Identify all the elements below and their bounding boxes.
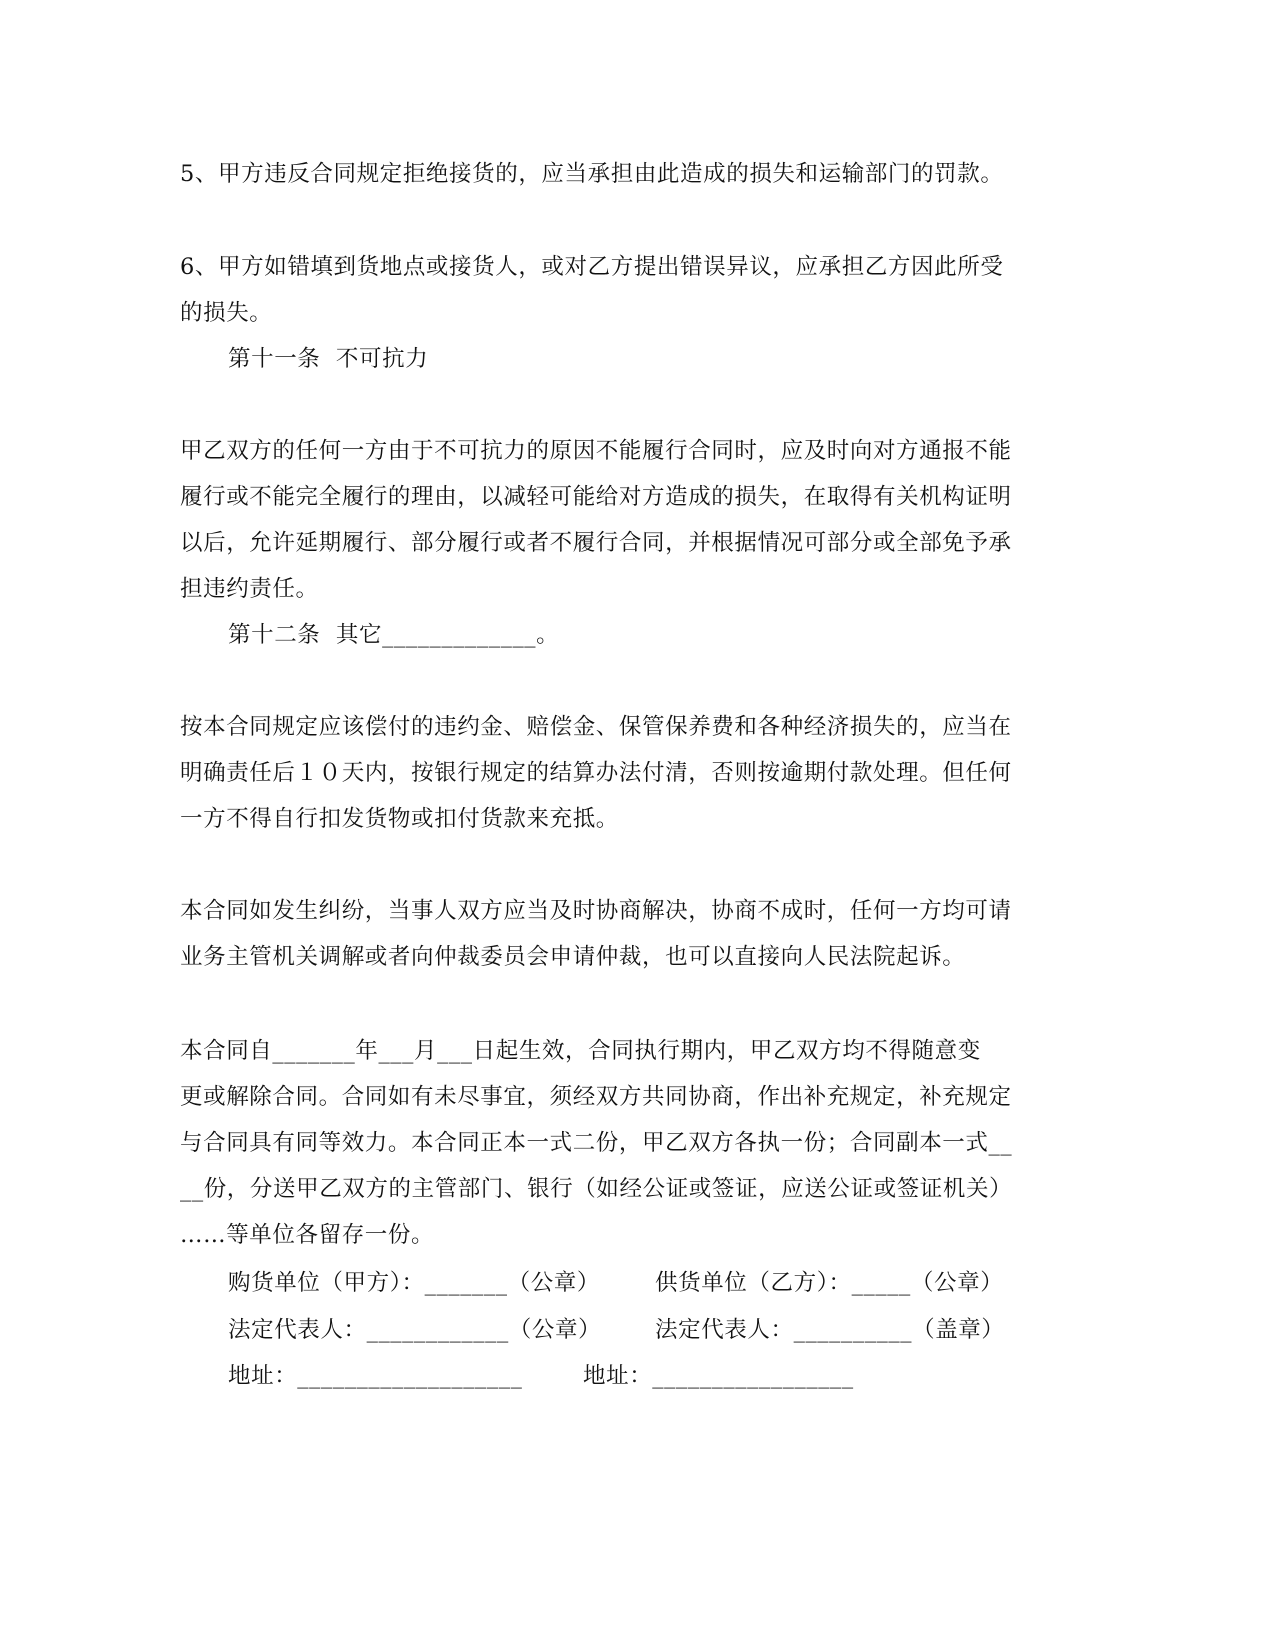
seller-unit: 供货单位（乙方）：_____（公章） [655,1270,1004,1296]
clause-5: 5、甲方违反合同规定拒绝接货的，应当承担由此造成的损失和运输部门的罚款。 [180,161,1004,187]
dispute-line-2: 业务主管机关调解或者向仲裁委员会申请仲裁，也可以直接向人民法院起诉。 [180,944,966,970]
effect-line-3: 与合同具有同等效力。本合同正本一式二份，甲乙双方各执一份；合同副本一式__ [180,1130,1013,1156]
payment-line-2: 明确责任后１０天内，按银行规定的结算办法付清，否则按逾期付款处理。但任何 [180,760,1012,786]
payment-line-1: 按本合同规定应该偿付的违约金、赔偿金、保管保养费和各种经济损失的，应当在 [180,714,1012,740]
buyer-unit: 购货单位（甲方）：_______（公章） [228,1270,601,1296]
force-majeure-line-1: 甲乙双方的任何一方由于不可抗力的原因不能履行合同时，应及时向对方通报不能 [180,438,1012,464]
effect-line-4: __份，分送甲乙双方的主管部门、银行（如经公证或签证，应送公证或签证机关） [180,1176,1013,1202]
payment-line-3: 一方不得自行扣发货物或扣付货款来充抵。 [180,806,619,832]
force-majeure-line-3: 以后，允许延期履行、部分履行或者不履行合同，并根据情况可部分或全部免予承 [180,530,1012,556]
effect-line-1: 本合同自_______年___月___日起生效，合同执行期内，甲乙双方均不得随意变 [180,1038,981,1064]
article-12-heading: 第十二条 其它_____________。 [228,622,560,648]
clause-6-line-1: 6、甲方如错填到货地点或接货人，或对乙方提出错误异议，应承担乙方因此所受 [180,254,1004,280]
effect-line-2: 更或解除合同。合同如有未尽事宜，须经双方共同协商，作出补充规定，补充规定 [180,1084,1012,1110]
seller-address: 地址：_________________ [583,1363,854,1389]
force-majeure-line-4: 担违约责任。 [180,576,319,602]
buyer-representative: 法定代表人：____________（公章） [228,1317,602,1343]
dispute-line-1: 本合同如发生纠纷，当事人双方应当及时协商解决，协商不成时，任何一方均可请 [180,898,1012,924]
seller-representative: 法定代表人：__________（盖章） [655,1317,1005,1343]
article-11-heading: 第十一条 不可抗力 [228,346,429,372]
effect-line-5: ……等单位各留存一份。 [180,1222,435,1248]
force-majeure-line-2: 履行或不能完全履行的理由，以减轻可能给对方造成的损失，在取得有关机构证明 [180,484,1012,510]
clause-6-line-2: 的损失。 [180,300,273,326]
buyer-address: 地址：___________________ [228,1363,523,1389]
